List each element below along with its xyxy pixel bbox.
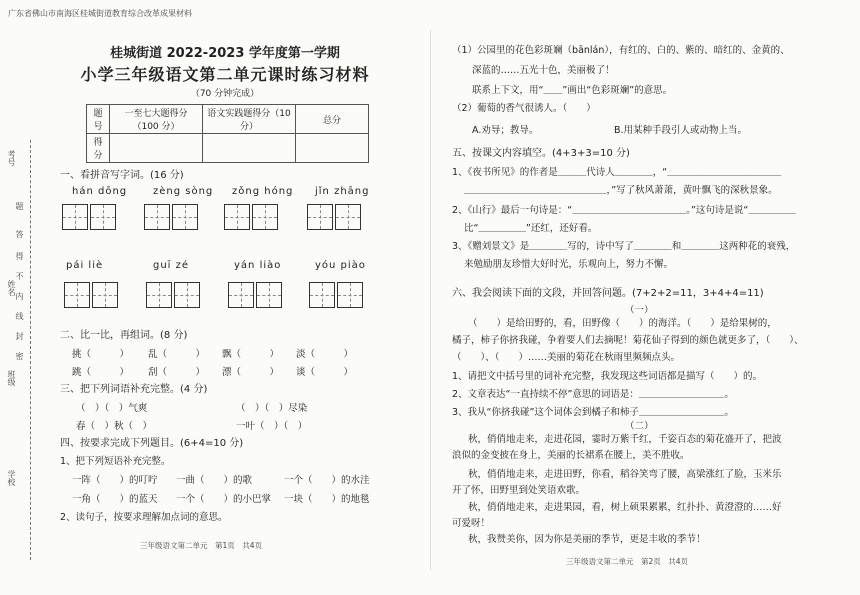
compare-item: 刮（ ） [148,367,206,378]
pinyin-label: zǒng hóng [232,186,294,197]
right-line: ＿＿＿＿＿＿＿＿＿＿＿＿＿＿＿，”写了秋风萧萧，黄叶飘飞的深秋景象。 [464,185,778,196]
side-label: 不 [15,272,24,280]
score-row-label: 得分 [87,134,110,163]
side-label: 密 [15,352,24,360]
writing-grid[interactable] [309,282,365,308]
pinyin-label: guī zé [153,260,190,271]
compare-item: 飘（ ） [222,349,280,360]
title-time: （70 分钟完成） [190,89,260,99]
pinyin-label: yóu piào [315,260,366,271]
right-line: 深蓝的……五光十色，美丽极了！ [472,65,615,76]
writing-grid[interactable] [146,282,202,308]
passage-1-question: 3、我从“你挤我碰”这个词体会到橘子和柿子＿＿＿＿＿＿＿＿＿。 [452,407,734,418]
side-label: 线 [15,312,24,320]
side-label: 班级 [7,370,16,386]
side-label: 考号 [7,150,16,166]
phrase-item: 一曲（ ）的歌 [176,475,253,486]
idiom-item: 春（ ）秋（ ） [76,421,153,432]
side-label: 得 [15,252,24,260]
pinyin-label: yán liào [234,260,282,271]
compare-item: 乱（ ） [148,349,206,360]
score-table [86,104,369,163]
writing-grid[interactable] [228,282,284,308]
option-b: B.用某种手段引人或动物上当。 [614,125,748,136]
right-line: 比“＿＿＿＿＿”还红，还好看。 [464,223,598,234]
side-label: 答 [15,230,24,238]
passage-1-line: （ ）、（ ）……美丽的菊花在秋雨里频频点头。 [452,352,681,363]
title-main: 小学三年级语文第二单元课时练习材料 [80,65,370,84]
passage-2-line: 秋，我赞美你，因为你是美丽的季节，更是丰收的季节！ [468,534,706,545]
pinyin-label: zèng sòng [153,186,214,197]
side-label: 封 [15,332,24,340]
right-line: （2）葡萄的香气很诱人。（ ） [452,103,596,114]
score-header: 总分 [296,105,369,134]
score-header: 一至七大题得分（100 分） [110,105,203,134]
score-header: 语文实践题得分（10 分） [203,105,296,134]
phrase-item: 一个（ ）的小巴掌 [176,494,272,505]
right-line: （1）公园里的花色彩斑斓（bānlán），有红的、白的、紫的、暗红的、金黄的、 [452,45,790,56]
question-6-heading: 六、我会阅读下面的文段，并回答问题。(7+2+2=11，3+4+4=11) [452,288,764,299]
idiom-item: 一叶（ ）（ ） [236,421,308,432]
side-label: 题 [15,202,24,210]
score-cell[interactable] [203,134,296,163]
page-footer-left: 三年级语文第二单元 第1页 共4页 [140,541,263,550]
side-label: 学校 [7,470,16,486]
compare-item: 挑（ ） [72,349,130,360]
pinyin-label: pái liè [66,260,104,271]
passage-1-question: 2、文章表达“一直持续不停”意思的词语是：＿＿＿＿＿＿＿＿＿。 [452,389,734,400]
passage-2-label: （二） [625,421,654,432]
title-year: 桂城街道 2022-2023 学年度第一学期 [110,46,340,61]
question-4-2: 2、读句子，按要求理解加点词的意思。 [60,512,228,523]
side-label: 姓名 [7,280,16,296]
phrase-item: 一个（ ）的水洼 [284,475,370,486]
phrase-item: 一阵（ ）的叮咛 [72,475,158,486]
header-note: 广东省佛山市南海区桂城街道教育综合改革成果材料 [8,9,192,18]
compare-item: 跳（ ） [72,367,130,378]
score-cell[interactable] [110,134,203,163]
passage-2-line: 开了怀，田野里到处笑语欢歌。 [452,485,586,496]
passage-2-line: 浪似的金变披在身上，美丽的长裙系在腰上，美不胜收。 [452,450,690,461]
idiom-item: （ ）（ ）气爽 [76,403,148,414]
right-line: 3、《赠刘景文》是＿＿＿＿写的，诗中写了＿＿＿＿和＿＿＿＿这两种花的衰残， [452,241,796,252]
idiom-item: （ ）（ ）尽染 [236,403,308,414]
question-4-heading: 四、按要求完成下列题目。(6+4=10 分) [60,438,244,449]
option-a: A.劝导；教导。 [472,125,539,136]
page-divider [430,30,431,570]
right-line: 2、《山行》最后一句诗是：“＿＿＿＿＿＿＿＿＿＿＿＿。”这句诗是说“＿＿＿＿＿ [452,205,796,216]
pinyin-label: hán dōng [72,186,128,197]
question-4-1: 1、把下列短语补充完整。 [60,456,171,467]
passage-1-label: （一） [625,305,654,316]
passage-1-line: 橘子，柿子你挤我碰，争着要人们去摘呢！菊花仙子得到的颜色就更多了，（ ）、 [452,335,804,346]
binding-line [30,140,31,560]
question-1-heading: 一、看拼音写字词。(16 分) [60,170,184,181]
passage-2-line: 秋，俏俏地走来，走进果园，看，树上硕果累累，红扑扑、黄澄澄的……好 [468,502,782,513]
pinyin-label: jǐn zhāng [315,186,370,197]
compare-item: 淡（ ） [296,349,354,360]
side-binding-labels [0,150,24,550]
writing-grid[interactable] [144,204,200,230]
right-line: 1、《夜书所见》的作者是＿＿＿代诗人＿＿＿＿，“＿＿＿＿＿＿＿＿＿＿＿＿ [452,167,782,178]
right-line: 联系上下文，用“＿＿”画出“色彩斑斓”的意思。 [472,85,673,96]
compare-item: 谈（ ） [296,367,354,378]
passage-1-line: （ ）是给田野的，看，田野像（ ）的海洋。（ ）是给果树的， [468,318,777,329]
passage-1-question: 1、请把文中括号里的词补充完整，我发现这些词语都是描写（ ）的。 [452,371,763,382]
score-cell[interactable] [296,134,369,163]
question-2-heading: 二、比一比，再组词。(8 分) [60,330,188,341]
right-line: 来勉励朋友珍惜大好时光，乐观向上，努力不懈。 [464,259,674,270]
phrase-item: 一块（ ）的地毯 [284,494,370,505]
page-footer-right: 三年级语文第二单元 第2页 共4页 [566,557,689,566]
side-label: 内 [15,292,24,300]
question-3-heading: 三、把下列词语补充完整。(4 分) [60,384,208,395]
passage-2-line: 秋，俏俏地走来，走进田野，你看，稻谷笑弯了腰，高梁涨红了脸，玉米乐 [468,469,782,480]
question-5-heading: 五、按课文内容填空。(4+3+3=10 分) [452,148,630,159]
passage-2-line: 秋，俏俏地走来，走进花园，霎时万紫千红，千姿百态的菊花盛开了，把波 [468,434,782,445]
score-header: 题号 [87,105,110,134]
writing-grid[interactable] [64,282,120,308]
writing-grid[interactable] [62,204,118,230]
phrase-item: 一角（ ）的蓝天 [72,494,158,505]
compare-item: 漂（ ） [222,367,280,378]
passage-2-line: 可爱呀！ [452,518,491,529]
writing-grid[interactable] [307,204,363,230]
writing-grid[interactable] [224,204,280,230]
